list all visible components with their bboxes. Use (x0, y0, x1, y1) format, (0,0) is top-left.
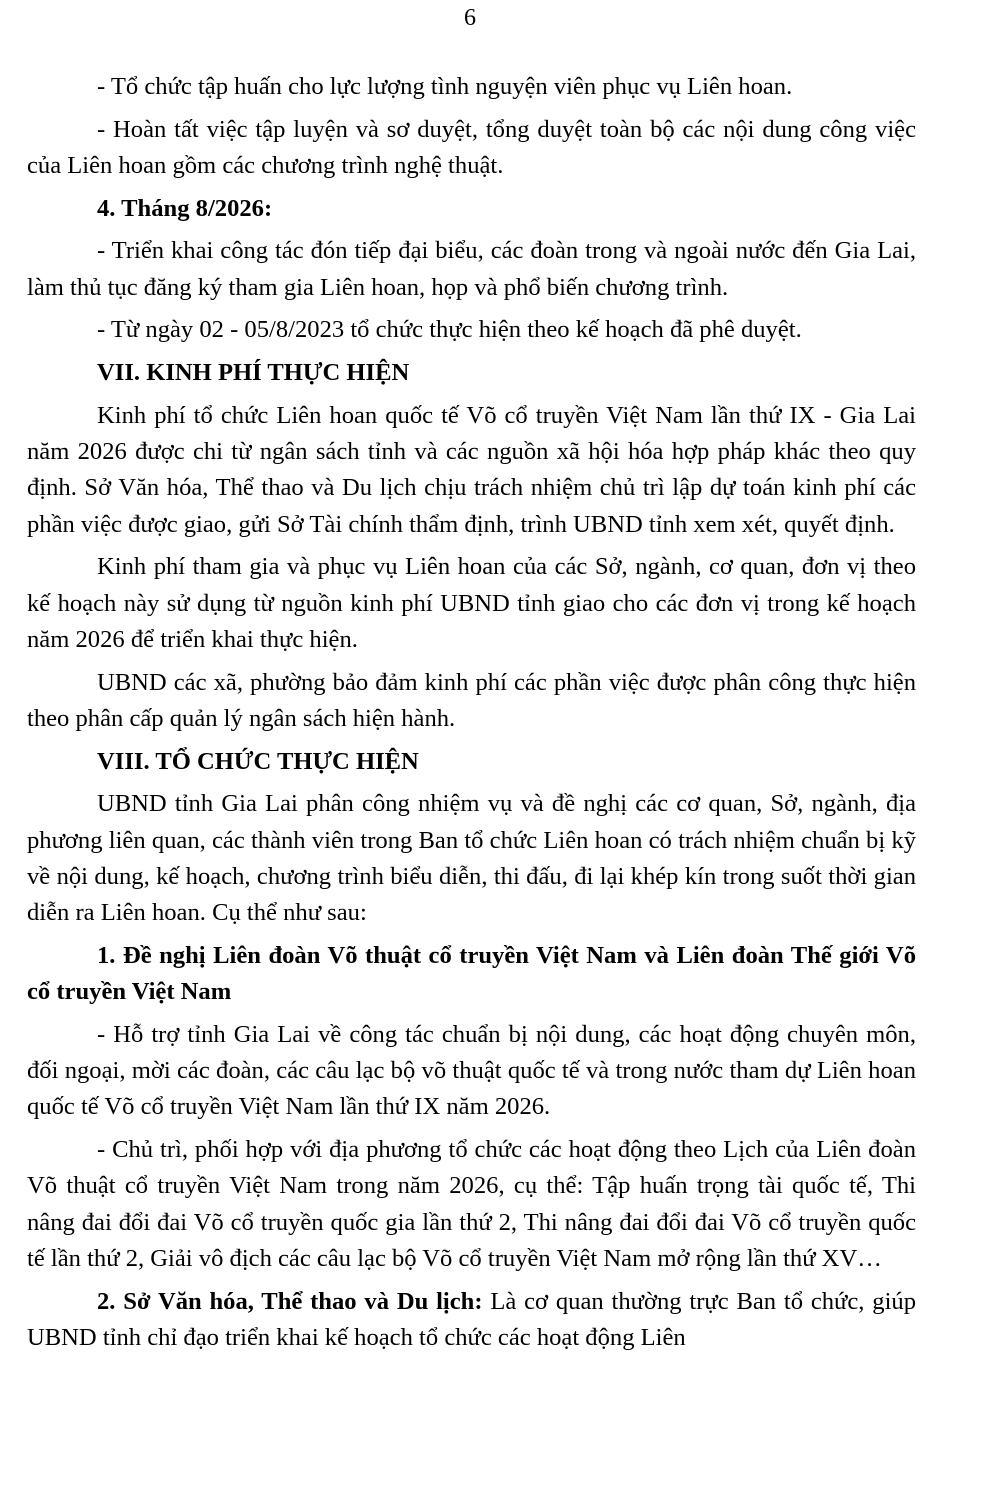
paragraph: - Hoàn tất việc tập luyện và sơ duyệt, tổng duyệt toàn bộ các nội dung công việc của Liên hoan gồm các chương trình nghệ thuật. (27, 115, 916, 179)
paragraph-text: Là cơ quan thường trực Ban tổ chức, giúp UBND tỉnh chỉ đạo triển khai kế hoạch tổ chức các hoạt động Liên (27, 1287, 917, 1351)
paragraph: - Hỗ trợ tỉnh Gia Lai về công tác chuẩn bị nội dung, các hoạt động chuyên môn, đối ngoại, mời các đoàn, các câu lạc bộ võ thuật quốc tế và trong nước tham dự Liên hoan quốc tế Võ cổ truyền Việt Nam lần thứ IX năm 2026. (27, 1020, 916, 1121)
paragraph: - Tổ chức tập huấn cho lực lượng tình nguyện viên phục vụ Liên hoan. (97, 73, 793, 100)
paragraph: - Triển khai công tác đón tiếp đại biểu, các đoàn trong và ngoài nước đến Gia Lai, làm thủ tục đăng ký tham gia Liên hoan, họp và phổ biến chương trình. (27, 237, 916, 301)
section-heading: VII. KINH PHÍ THỰC HIỆN (97, 359, 410, 387)
paragraph (27, 1284, 916, 1357)
section-heading: VIII. TỔ CHỨC THỰC HIỆN (97, 747, 419, 775)
paragraph: Kinh phí tham gia và phục vụ Liên hoan của các Sở, ngành, cơ quan, đơn vị theo kế hoạch này sử dụng từ nguồn kinh phí UBND tỉnh giao cho các đơn vị trong kế hoạch năm 2026 để triển khai thực hiện. (27, 553, 916, 653)
document-body (27, 69, 916, 1363)
paragraph-lead: 2. Sở Văn hóa, Thể thao và Du lịch: (97, 1287, 483, 1315)
section-heading: 4. Tháng 8/2026: (97, 194, 273, 222)
paragraph: UBND tỉnh Gia Lai phân công nhiệm vụ và đề nghị các cơ quan, Sở, ngành, địa phương liên quan, các thành viên trong Ban tổ chức Liên hoan có trách nhiệm chuẩn bị kỹ về nội dung, kế hoạch, chương trình biểu diễn, thi đấu, đi lại khép kín trong suốt thời gian diễn ra Liên hoan. Cụ thể như sau: (27, 790, 916, 927)
paragraph: - Từ ngày 02 - 05/8/2023 tổ chức thực hiện theo kế hoạch đã phê duyệt. (97, 316, 802, 344)
section-heading: 1. Đề nghị Liên đoàn Võ thuật cổ truyền Việt Nam và Liên đoàn Thế giới Võ cổ truyền Việt Nam (27, 941, 916, 1006)
paragraph: UBND các xã, phường bảo đảm kinh phí các phần việc được phân công thực hiện theo phân cấp quản lý ngân sách hiện hành. (27, 668, 916, 732)
page-number: 6 (464, 5, 476, 31)
paragraph: - Chủ trì, phối hợp với địa phương tổ chức các hoạt động theo Lịch của Liên đoàn Võ thuật cổ truyền Việt Nam trong năm 2026, cụ thể: Tập huấn trọng tài quốc tế, Thi nâng đai đổi đai Võ cổ truyền quốc gia lần thứ 2, Thi nâng đai đổi đai Võ cổ truyền quốc tế lần thứ 2, Giải vô địch các câu lạc bộ Võ cổ truyền Việt Nam mở rộng lần thứ XV… (27, 1136, 916, 1272)
paragraph: Kinh phí tổ chức Liên hoan quốc tế Võ cổ truyền Việt Nam lần thứ IX - Gia Lai năm 2026 được chi từ ngân sách tỉnh và các nguồn xã hội hóa hợp pháp khác theo quy định. Sở Văn hóa, Thể thao và Du lịch chịu trách nhiệm chủ trì lập dự toán kinh phí các phần việc được giao, gửi Sở Tài chính thẩm định, trình UBND tỉnh xem xét, quyết định. (27, 401, 916, 538)
